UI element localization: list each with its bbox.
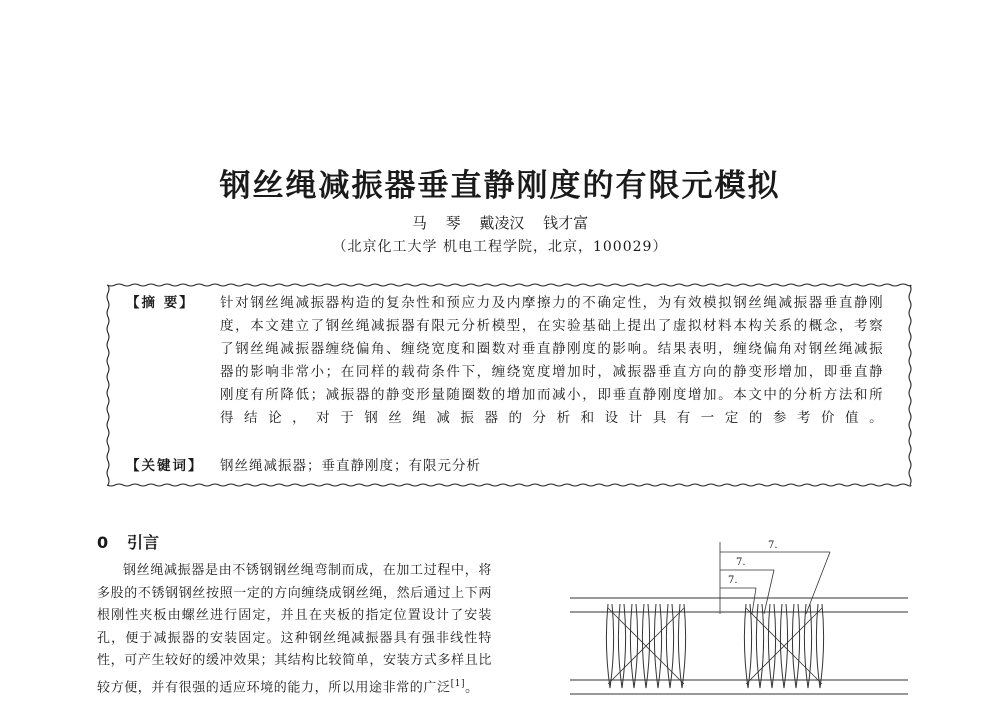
dimension-label: 7. xyxy=(768,540,778,551)
dimension-label: 7. xyxy=(728,575,738,586)
keywords-text: 钢丝绳减振器；垂直静刚度；有限元分析 xyxy=(220,458,481,474)
affiliation: （北京化工大学 机电工程学院，北京，100029） xyxy=(332,239,668,255)
wire-rope-damper-figure xyxy=(568,534,910,702)
coil-group-right xyxy=(744,604,823,688)
section-number: 0 xyxy=(97,533,109,552)
dimension-leader xyxy=(764,570,774,614)
citation-ref: [1] xyxy=(450,678,466,689)
abstract-label: 【摘 要】 xyxy=(126,295,195,311)
dimension-label: 7. xyxy=(736,557,746,568)
keywords-label-row xyxy=(126,455,218,477)
intro-end: 。 xyxy=(465,679,479,695)
keywords-label: 【关键词】 xyxy=(126,458,204,474)
coil-group-left xyxy=(606,604,685,688)
dimension-leader xyxy=(752,588,756,614)
abstract-text: 针对钢丝绳减振器构造的复杂性和预应力及内摩擦力的不确定性，为有效模拟钢丝绳减振器垂直静刚度，本文建立了钢丝绳减振器有限元分析模型，在实验基础上提出了虚拟材料本构关系的概念，考察了钢丝绳减振器缠绕偏角、缠绕宽度和圈数对垂直静刚度的影响。结果表明，缠绕偏角对钢丝绳减振器的影响非常小；在同样的载荷条件下，缠绕宽度增加时，减振器垂直方向的静变形增加，即垂直静刚度有所降低；减振器的静变形量随圈数的增加而减小，即垂直静刚度增加。本文中的分析方法和所得结论，对于钢丝绳减振器的分析和设计具有一定的参考价值。 xyxy=(220,295,884,426)
authors: 马 琴 戴凌汉 钱才富 xyxy=(411,214,589,232)
intro-paragraph xyxy=(97,560,492,699)
abstract-box xyxy=(104,281,914,489)
section-title: 引言 xyxy=(127,533,160,552)
abstract-label-row xyxy=(126,292,218,314)
intro-text: 钢丝绳减振器是由不锈钢钢丝绳弯制而成，在加工过程中，将多股的不锈钢钢丝按照一定的方向缠绕成钢丝绳，然后通过上下两根刚性夹板由螺丝进行固定，并且在夹板的指定位置设计了安装孔，便于减振器的安装固定。这种钢丝绳减振器具有强非线性特性，可产生较好的缓冲效果；其结构比较简单，安装方式多样且比较方便，并有很强的适应环境的能力，所以用途非常的广泛 xyxy=(97,563,492,695)
section-heading xyxy=(97,530,159,553)
paper-title: 钢丝绳减振器垂直静刚度的有限元模拟 xyxy=(219,168,781,204)
